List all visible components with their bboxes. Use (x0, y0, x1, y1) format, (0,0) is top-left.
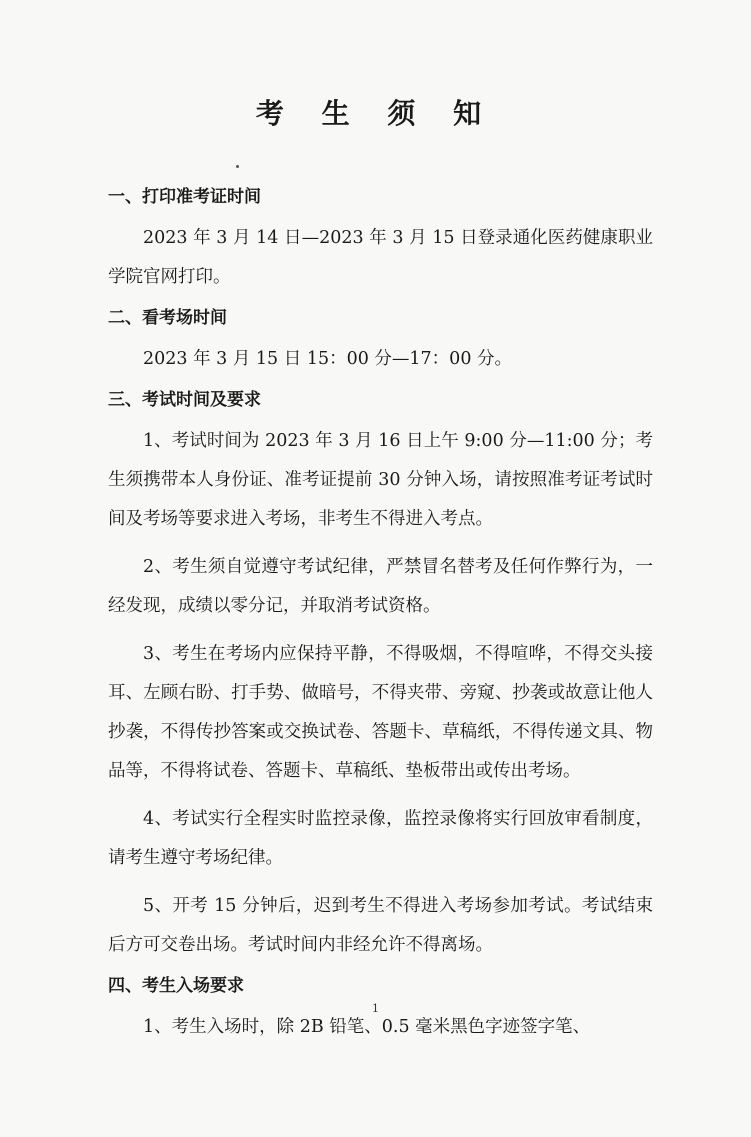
paragraph: 3、考生在考场内应保持平静，不得吸烟，不得喧哗，不得交头接耳、左顾右盼、打手势、做暗号，不得夹带、旁窥、抄袭或故意让他人抄袭，不得传抄答案或交换试卷、答题卡、草稿纸，不得传递文具、物品等，不得将试卷、答题卡、草稿纸、垫板带出或传出考场。 (108, 644, 653, 781)
document-body (108, 178, 653, 1047)
section-heading: 四、考生入场要求 (108, 976, 244, 996)
section-heading: 二、看考场时间 (108, 308, 227, 328)
page-number: 1 (372, 1002, 379, 1015)
scan-speck (236, 165, 239, 168)
paragraph: 2023 年 3 月 14 日—2023 年 3 月 15 日登录通化医药健康职业学院官网打印。 (108, 228, 653, 287)
paragraph: 1、考试时间为 2023 年 3 月 16 日上午 9:00 分—11:00 分；考生须携带本人身份证、准考证提前 30 分钟入场，请按照准考证考试时间及考场等要求进入考场，非考生不得进入考点。 (108, 431, 653, 529)
paragraph: 4、考试实行全程实时监控录像，监控录像将实行回放审看制度，请考生遵守考场纪律。 (108, 809, 653, 868)
paragraph: 2、考生须自觉遵守考试纪律，严禁冒名替考及任何作弊行为，一经发现，成绩以零分记，并取消考试资格。 (108, 557, 653, 616)
paragraph: 2023 年 3 月 15 日 15：00 分—17：00 分。 (143, 349, 513, 369)
paragraph: 5、开考 15 分钟后，迟到考生不得进入考场参加考试。考试结束后方可交卷出场。考试时间内非经允许不得离场。 (108, 896, 653, 955)
section-heading: 三、考试时间及要求 (108, 390, 261, 410)
section-heading: 一、打印准考证时间 (108, 187, 261, 207)
paragraph: 1、考生入场时，除 2B 铅笔、0.5 毫米黑色字迹签字笔、 (143, 1017, 591, 1037)
document-title: 考 生 须 知 (255, 97, 496, 130)
